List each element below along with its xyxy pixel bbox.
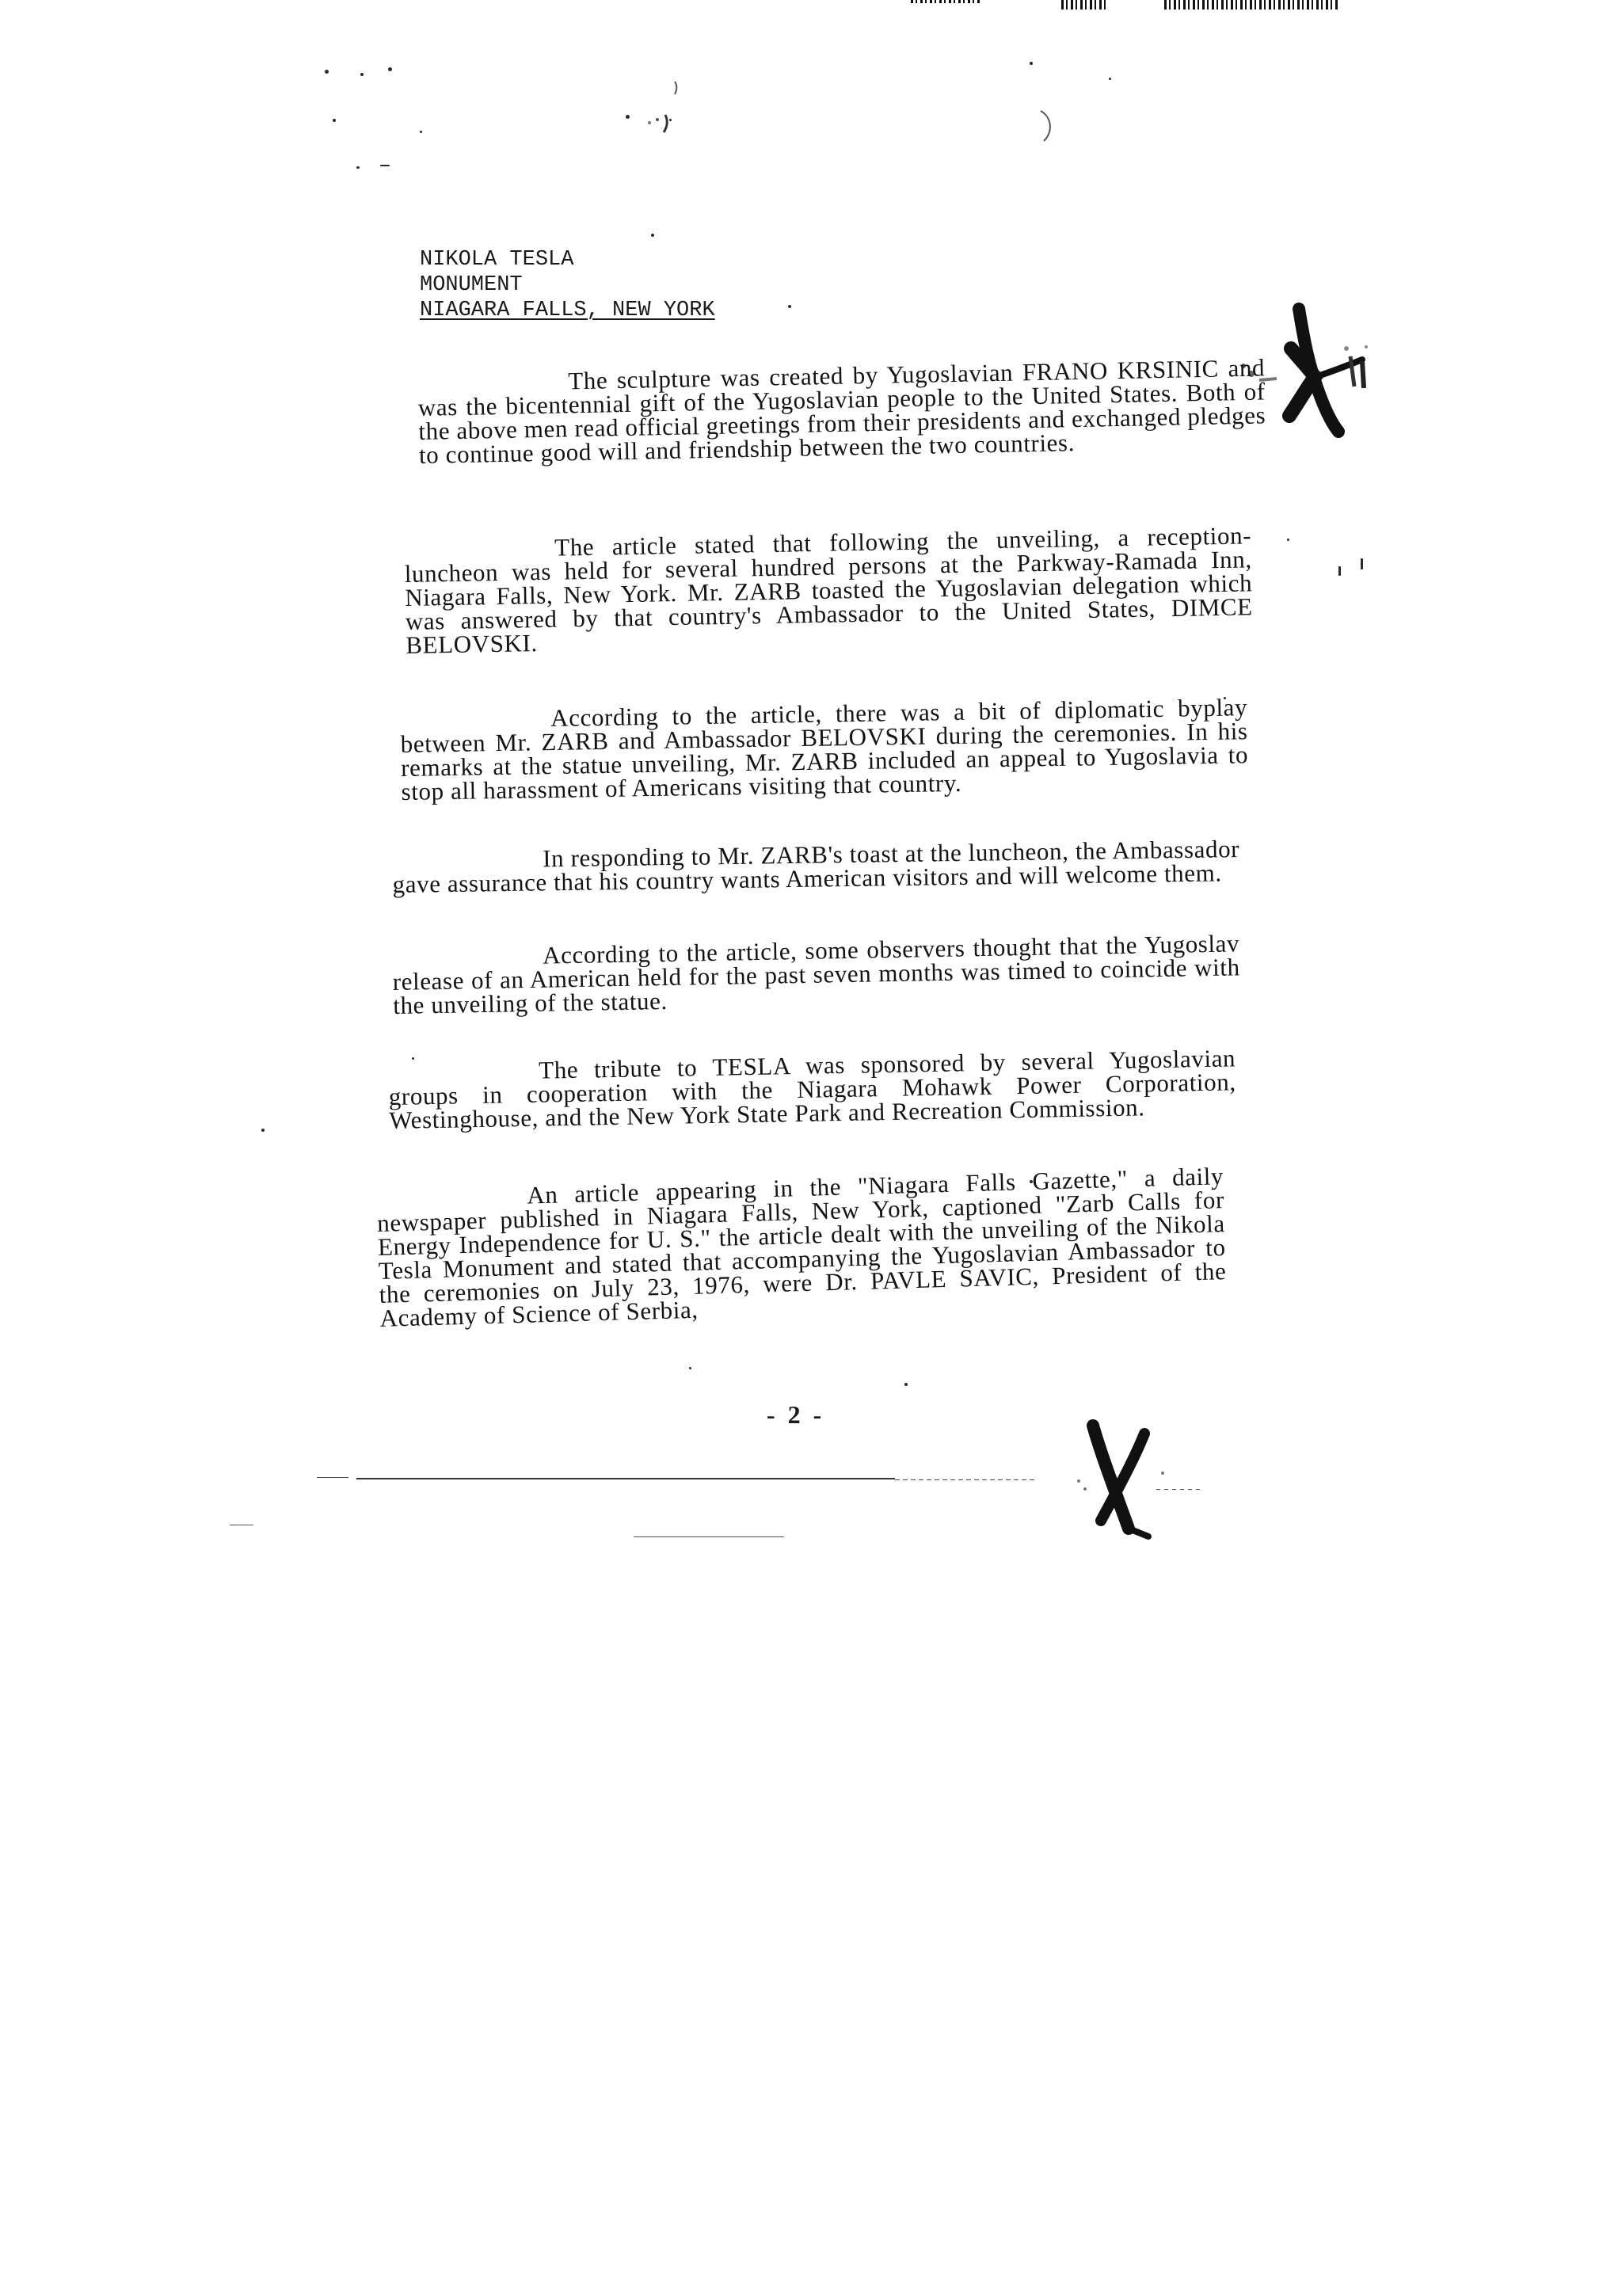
paragraph-2: The article stated that following the unveiling, a reception-luncheon was held for several hundred persons at the Parkway-Ramada Inn, Niagara Falls, New York. Mr. ZARB toasted the Yugoslavian delegation which was answered by that country's Ambassador to the United States, DIMCE BELOVSKI. — [404, 521, 1253, 659]
scan-artifact-top-mid — [1061, 0, 1109, 10]
scan-rule — [356, 1478, 895, 1479]
document-header — [420, 247, 715, 323]
speck — [651, 234, 654, 237]
header-title: NIKOLA TESLA — [420, 248, 574, 272]
speck — [261, 1129, 265, 1132]
speck — [788, 305, 791, 308]
speck — [380, 165, 390, 166]
scan-artifact-top-left — [911, 0, 982, 3]
paragraph-1: The sculpture was created by Yugoslavian FRANO KRSINIC and was the bicentennial gift of the Yugoslavian people to the United States. Both of the above men read official greetings from their presidents and exchanged pledges to continue good will and friendship between the two countries. — [417, 353, 1266, 469]
speck — [356, 166, 360, 169]
paragraph-5: According to the article, some observers thought that the Yugoslav release of an American held for the past seven months was timed to coincide with the unveiling of the statue. — [392, 929, 1240, 1019]
speck — [1030, 62, 1033, 65]
speck — [412, 1057, 414, 1060]
speck — [388, 67, 392, 71]
speck — [1287, 539, 1289, 541]
speck — [1338, 566, 1341, 576]
speck — [1109, 78, 1111, 80]
scan-rule — [895, 1479, 1038, 1480]
paragraph-6: The tribute to TESLA was sponsored by several Yugoslavian groups in cooperation with the Niagara Mohawk Power Corporation, Westinghouse, and the New York State Park and Recreation Commission. — [388, 1044, 1236, 1134]
paragraph-7: An article appearing in the "Niagara Falls Gazette," a daily newspaper published in Niagara Falls, New York, captioned "Zarb Calls for Energy Independence for U. S." the article dealt with the unveiling of the Nikola Tesla Monument and stated that accompanying the Yugoslavian Ambassador to the ceremonies on July 23, 1976, were Dr. PAVLE SAVIC, President of the Academy of Science of Serbia, — [376, 1162, 1227, 1332]
speck — [360, 73, 364, 76]
paragraph-3: According to the article, there was a bit of diplomatic byplay between Mr. ZARB and Ambassador BELOVSKI during the ceremonies. In his remarks at the statue unveiling, Mr. ZARB included an appeal to Yugoslavia to stop all harassment of Americans visiting that country. — [400, 693, 1249, 805]
header-subtitle: MONUMENT — [420, 273, 523, 297]
speck — [325, 70, 329, 74]
speck — [689, 1367, 691, 1369]
page-number: - 2 - — [767, 1400, 825, 1429]
header-location: NIAGARA FALLS, NEW YORK — [420, 299, 715, 322]
speck — [1361, 558, 1363, 569]
speck — [420, 131, 422, 133]
stray-mark-top — [610, 75, 705, 139]
speck — [333, 119, 336, 122]
scan-artifact-top-right — [1164, 0, 1338, 10]
x-mark-icon — [1069, 1418, 1180, 1544]
speck — [904, 1383, 908, 1386]
scan-rule — [634, 1536, 784, 1537]
scan-rule — [317, 1477, 348, 1478]
scan-rule — [1156, 1489, 1204, 1490]
stray-mark-top-right — [1030, 103, 1077, 150]
paragraph-4: In responding to Mr. ZARB's toast at the luncheon, the Ambassador gave assurance that his country wants American visitors and will welcome them. — [392, 835, 1240, 898]
